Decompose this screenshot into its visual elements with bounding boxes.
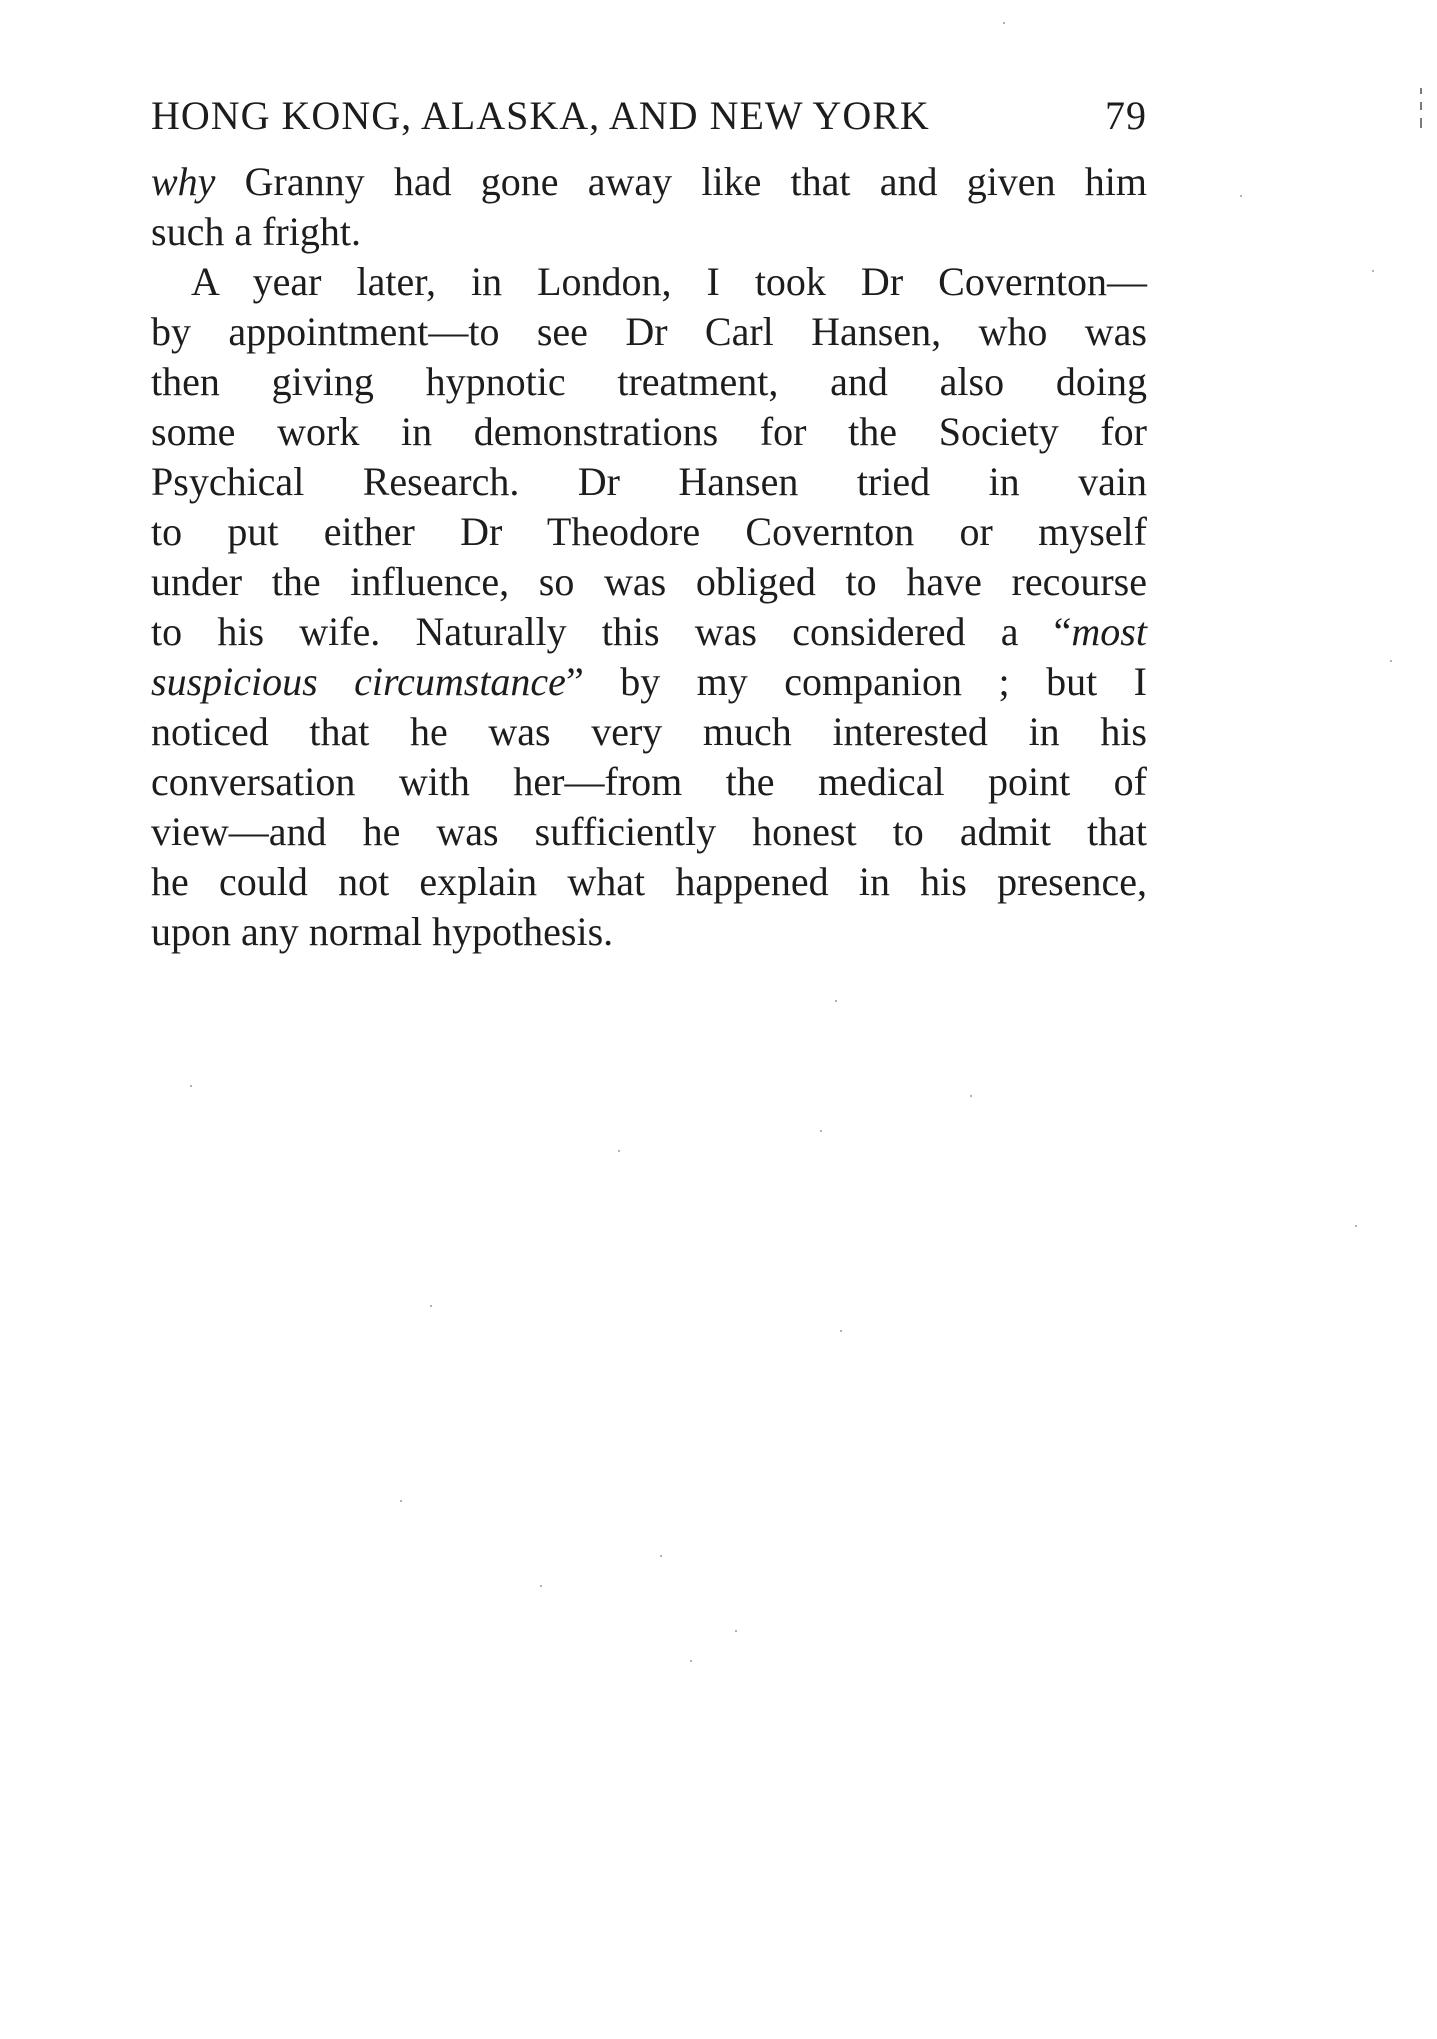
paper-speck — [970, 1095, 972, 1097]
text-line: upon any normal hypothesis. — [151, 909, 614, 954]
text-line: conversation with her—from the medical point of — [151, 759, 1147, 804]
paragraph — [151, 257, 1147, 957]
paper-speck — [820, 1130, 822, 1132]
text-line: view—and he was sufficiently honest to admit that — [151, 809, 1147, 854]
paper-speck — [618, 1150, 620, 1152]
paper-speck — [1390, 660, 1392, 662]
paper-speck — [660, 1555, 662, 1557]
italic-text: most — [1071, 609, 1147, 654]
text-fragment: to his wife. Naturally this was considered a “ — [151, 609, 1072, 654]
paper-speck — [190, 1085, 192, 1087]
paper-speck — [400, 1500, 402, 1502]
body-text — [151, 157, 1147, 957]
text-line: under the influence, so was obliged to have recourse — [151, 559, 1147, 604]
paper-speck — [835, 1000, 837, 1002]
text-line: he could not explain what happened in his presence, — [151, 859, 1147, 904]
paper-speck — [690, 1660, 692, 1662]
running-head — [151, 88, 1147, 144]
paper-speck — [1372, 270, 1374, 272]
italic-text: why — [151, 159, 216, 204]
paragraph-continued — [151, 157, 1147, 257]
text-line: noticed that he was very much interested in his — [151, 709, 1147, 754]
chapter-title: HONG KONG, ALASKA, AND NEW YORK — [151, 93, 930, 138]
text-fragment: ” by my companion ; but I — [565, 659, 1147, 704]
text-line: to put either Dr Theodore Covernton or myself — [151, 509, 1147, 554]
paper-speck — [1003, 22, 1005, 24]
paper-speck — [1355, 1225, 1357, 1227]
text-line — [151, 157, 1147, 207]
text-line: some work in demonstrations for the Society for — [151, 409, 1147, 454]
italic-text: suspicious circumstance — [151, 659, 566, 704]
paper-speck — [840, 1330, 842, 1332]
text-line: Psychical Research. Dr Hansen tried in vain — [151, 459, 1147, 504]
paper-speck — [735, 1630, 737, 1632]
page-number: 79 — [1105, 93, 1147, 138]
paper-speck — [540, 1585, 542, 1587]
text-line: such a fright. — [151, 209, 361, 254]
text-line: then giving hypnotic treatment, and also doing — [151, 359, 1147, 404]
text-line — [151, 657, 1147, 707]
paper-speck — [430, 1305, 432, 1307]
text-line — [151, 607, 1147, 657]
text-line: by appointment—to see Dr Carl Hansen, who was — [151, 309, 1147, 354]
paper-speck — [1240, 195, 1242, 197]
text-line: A year later, in London, I took Dr Covernton— — [191, 259, 1147, 304]
text-fragment: Granny had gone away like that and given him — [215, 159, 1147, 204]
margin-scan-mark — [1418, 88, 1424, 136]
